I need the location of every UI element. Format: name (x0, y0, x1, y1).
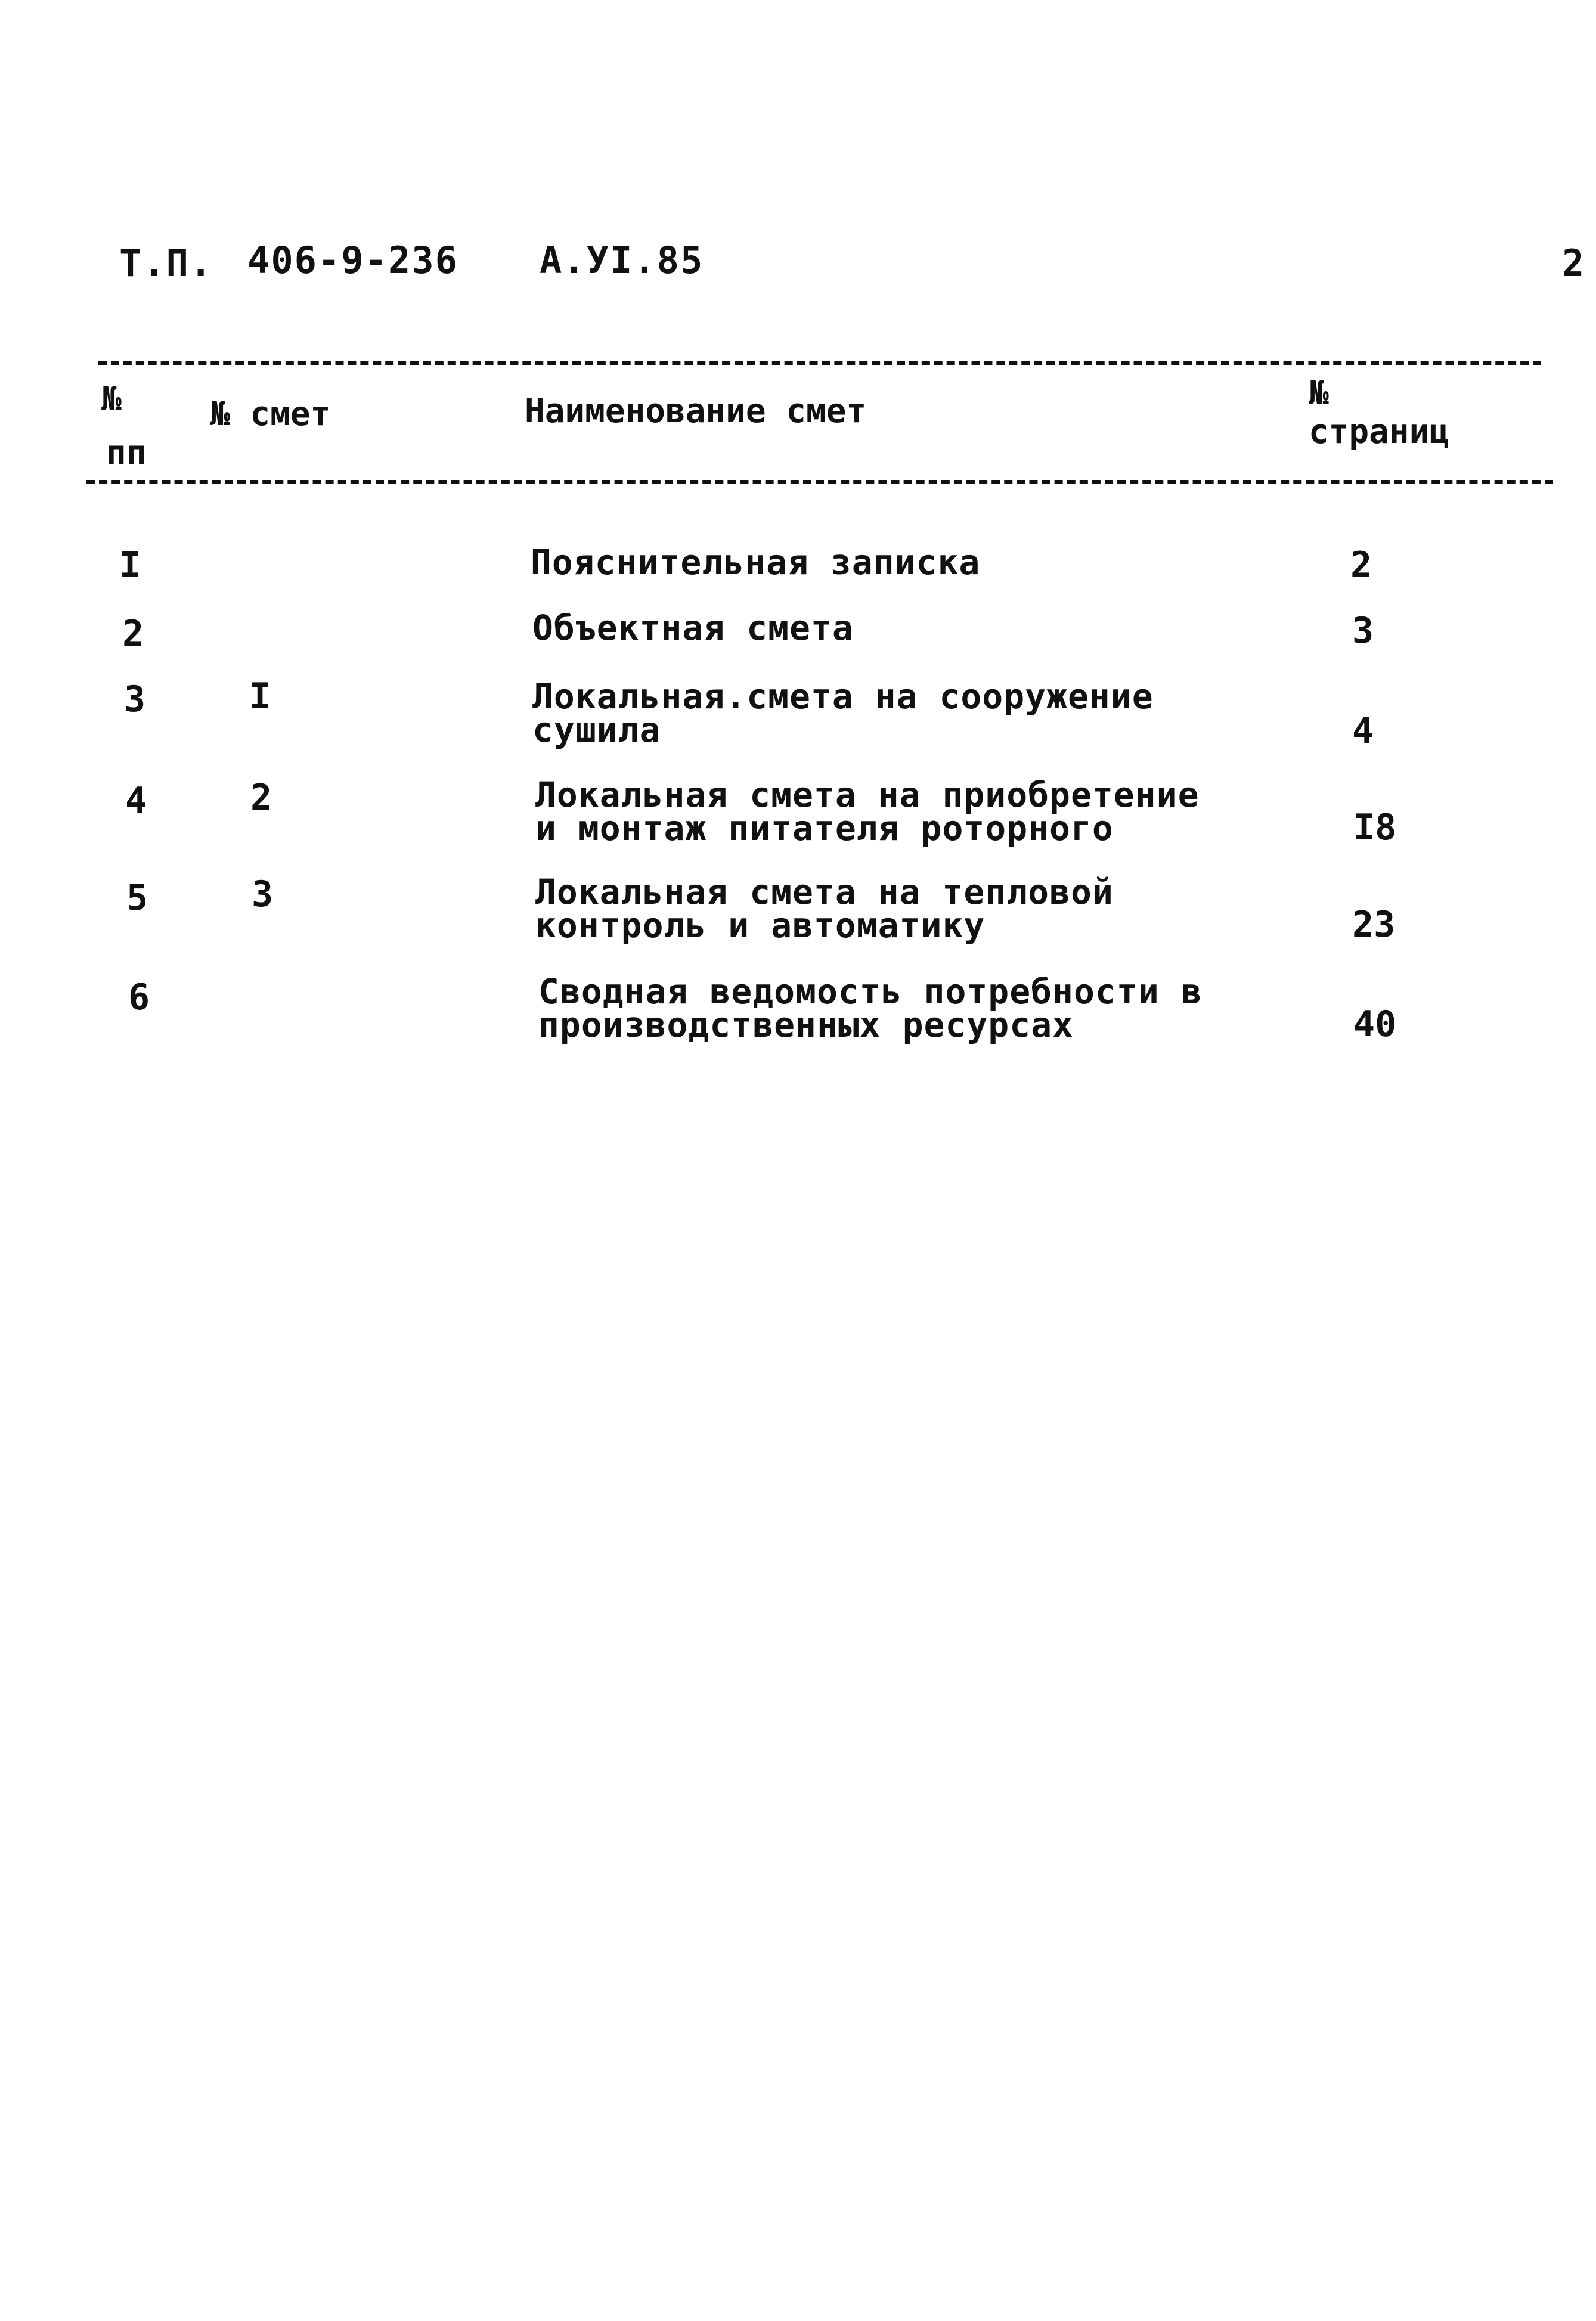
page-number: 2 (1562, 241, 1585, 285)
row-number: 6 (128, 977, 150, 1018)
col-estimate-no: № смет (210, 395, 331, 433)
row-number: I (119, 544, 141, 586)
album-code: А.УI.85 (540, 238, 704, 282)
row-name: Локальная смета на приобретение и монтаж питателя роторного (535, 774, 1200, 848)
row-page: 23 (1352, 904, 1396, 946)
col-name: Наименование смет (525, 392, 867, 430)
row-name: Объектная смета (532, 608, 854, 648)
project-code: 406-9-236 (247, 238, 458, 282)
doc-type-label: Т.П. (119, 241, 213, 285)
row-number: 2 (122, 613, 144, 655)
row-page: 2 (1350, 544, 1372, 586)
col-no-pp: пп (106, 433, 147, 472)
row-name: Пояснительная записка (531, 542, 981, 582)
row-number: 3 (124, 678, 146, 720)
row-page: 4 (1352, 710, 1374, 752)
row-number: 5 (126, 877, 148, 919)
row-number: 4 (125, 780, 147, 822)
row-estimate-no: 2 (250, 777, 272, 819)
row-estimate-no: 3 (252, 873, 274, 915)
table-top-rule (98, 361, 1541, 365)
table-header-rule (86, 480, 1553, 484)
row-name: Локальная.смета на сооружение сушила (532, 676, 1154, 750)
row-page: I8 (1353, 807, 1397, 848)
row-page: 3 (1352, 610, 1374, 652)
row-estimate-no: I (249, 675, 271, 717)
row-page: 40 (1353, 1003, 1397, 1045)
col-no-symbol: № (101, 380, 122, 419)
col-pages-symbol: № (1309, 374, 1329, 413)
row-name: Сводная ведомость потребности в производственных ресурсах (538, 971, 1203, 1045)
row-name: Локальная смета на тепловой контроль и автоматику (535, 872, 1114, 946)
col-pages: страниц (1309, 413, 1450, 451)
